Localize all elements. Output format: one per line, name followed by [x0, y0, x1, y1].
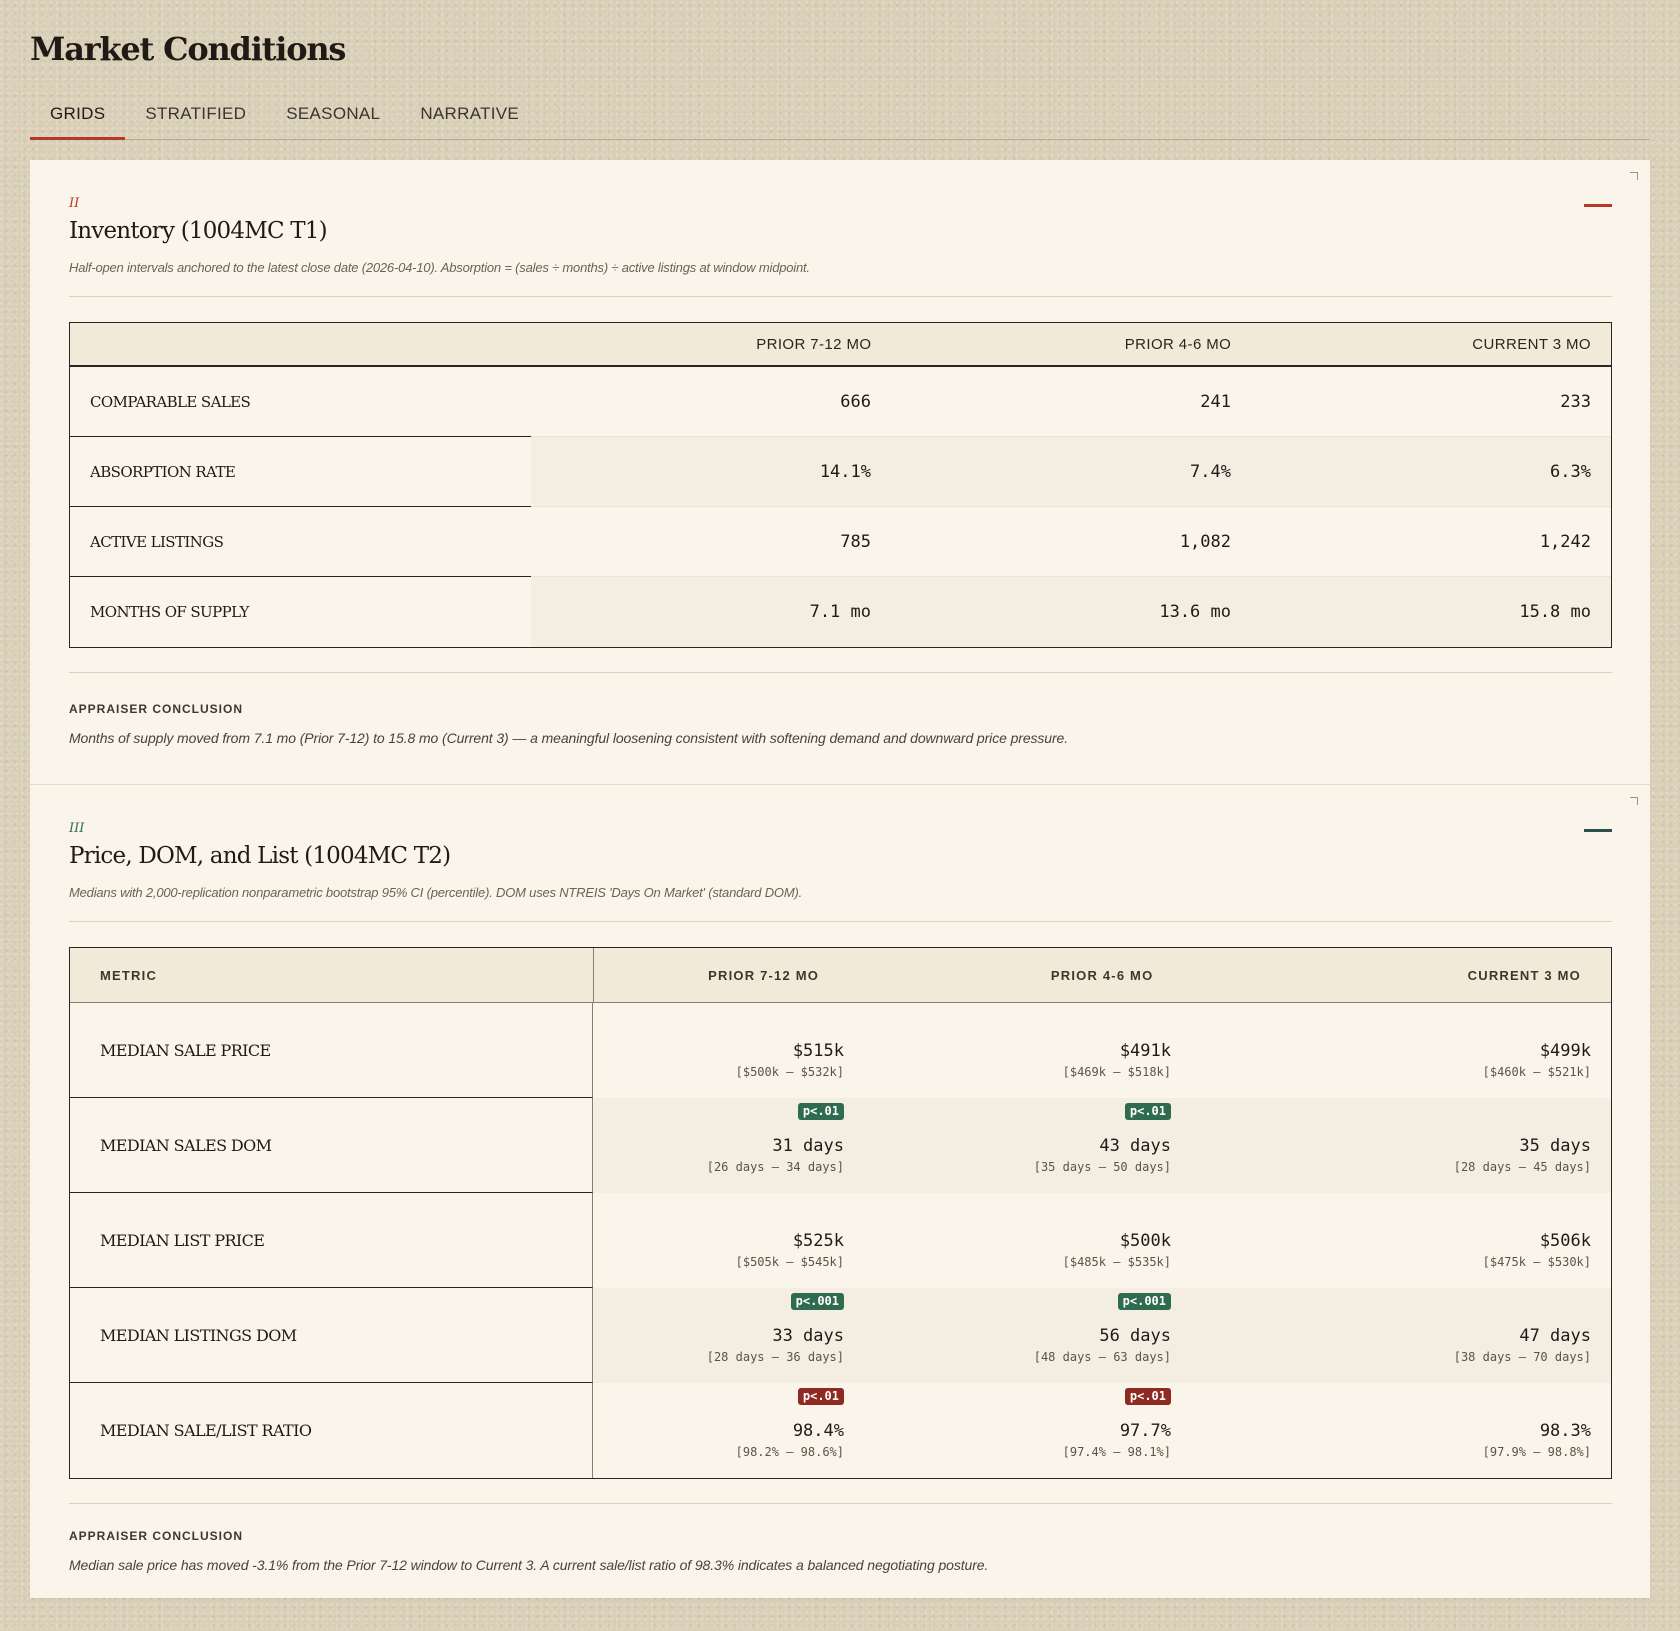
- confidence-interval: [$485k – $535k]: [1062, 1255, 1171, 1269]
- column-header: PRIOR 4-6 MO: [1050, 968, 1154, 983]
- tab-seasonal[interactable]: SEASONAL: [286, 104, 381, 123]
- cell-value: 1,242: [1539, 532, 1591, 552]
- confidence-interval: [35 days – 50 days]: [1033, 1160, 1171, 1174]
- cell-value: $500k: [1119, 1231, 1171, 1251]
- table-row: [70, 437, 1611, 507]
- significance-badge: p<.01: [1125, 1103, 1171, 1120]
- row-label: MEDIAN LIST PRICE: [70, 1193, 593, 1288]
- table-cell: [1271, 1383, 1611, 1478]
- column-header: PRIOR 4-6 MO: [1124, 336, 1232, 353]
- conclusion-label: APPRAISER CONCLUSION: [69, 1529, 244, 1543]
- table-cell: [932, 1098, 1271, 1193]
- table-cell: [1271, 1098, 1611, 1193]
- column-header: CURRENT 3 MO: [1467, 968, 1581, 983]
- cell-value: 241: [1200, 392, 1231, 412]
- cell-value: 47 days: [1519, 1326, 1591, 1346]
- confidence-interval: [28 days – 45 days]: [1453, 1160, 1591, 1174]
- content-panel: [30, 160, 1650, 1598]
- cell-value: $515k: [792, 1041, 844, 1061]
- row-label: ACTIVE LISTINGS: [70, 507, 531, 577]
- cell-value: 98.3%: [1539, 1421, 1591, 1441]
- cell-value: 33 days: [772, 1326, 844, 1346]
- confidence-interval: [98.2% – 98.6%]: [735, 1445, 844, 1459]
- table-cell: [932, 1288, 1271, 1383]
- section-subtitle: Half-open intervals anchored to the latest close date (2026-04-10). Absorption = (sales ÷ months) ÷ active listings at window midpoint.: [69, 260, 810, 275]
- cell-value: 233: [1560, 392, 1591, 412]
- table-row: [70, 367, 1611, 437]
- cell-value: $525k: [792, 1231, 844, 1251]
- cell-value: 13.6 mo: [1159, 602, 1231, 622]
- table-cell: [932, 1383, 1271, 1478]
- row-label: MEDIAN SALE/LIST RATIO: [70, 1383, 593, 1478]
- corner-mark-icon: [1630, 172, 1638, 180]
- column-header: CURRENT 3 MO: [1472, 336, 1591, 353]
- table-row: [70, 1383, 1611, 1478]
- inventory-table: [69, 322, 1612, 648]
- confidence-interval: [97.4% – 98.1%]: [1062, 1445, 1171, 1459]
- collapse-section-button[interactable]: [1584, 829, 1612, 832]
- section-subtitle: Medians with 2,000-replication nonparametric bootstrap 95% CI (percentile). DOM uses NTREIS 'Days On Market' (standard DOM).: [69, 885, 803, 900]
- conclusion-label: APPRAISER CONCLUSION: [69, 702, 244, 716]
- price-dom-section: [30, 784, 1650, 1598]
- cell-value: 7.1 mo: [809, 602, 871, 622]
- inventory-section: [30, 160, 1650, 784]
- confidence-interval: [97.9% – 98.8%]: [1482, 1445, 1591, 1459]
- table-cell: [932, 1003, 1271, 1098]
- confidence-interval: [28 days – 36 days]: [706, 1350, 844, 1364]
- cell-value: 97.7%: [1119, 1421, 1171, 1441]
- cell-value: $499k: [1539, 1041, 1591, 1061]
- table-cell: [1271, 1003, 1611, 1098]
- tab-bar: [30, 100, 1650, 140]
- tab-narrative[interactable]: NARRATIVE: [420, 104, 520, 123]
- table-row: [70, 1003, 1611, 1098]
- significance-badge: p<.01: [798, 1103, 844, 1120]
- divider: [69, 1503, 1612, 1504]
- cell-value: 14.1%: [819, 462, 871, 482]
- cell-value: 15.8 mo: [1519, 602, 1591, 622]
- row-label: COMPARABLE SALES: [70, 367, 531, 437]
- confidence-interval: [$460k – $521k]: [1482, 1065, 1591, 1079]
- cell-value: 35 days: [1519, 1136, 1591, 1156]
- significance-badge: p<.01: [1125, 1388, 1171, 1405]
- cell-value: 43 days: [1099, 1136, 1171, 1156]
- divider: [69, 921, 1612, 922]
- corner-mark-icon: [1630, 797, 1638, 805]
- column-header: METRIC: [70, 948, 594, 1002]
- row-label: MEDIAN SALES DOM: [70, 1098, 593, 1193]
- cell-value: 666: [840, 392, 871, 412]
- confidence-interval: [48 days – 63 days]: [1033, 1350, 1171, 1364]
- cell-value: 785: [840, 532, 871, 552]
- confidence-interval: [$500k – $532k]: [735, 1065, 844, 1079]
- collapse-section-button[interactable]: [1584, 204, 1612, 207]
- cell-value: 1,082: [1179, 532, 1231, 552]
- divider: [69, 296, 1612, 297]
- significance-badge: p<.01: [798, 1388, 844, 1405]
- divider: [69, 672, 1612, 673]
- cell-value: 6.3%: [1550, 462, 1591, 482]
- row-label: MONTHS OF SUPPLY: [90, 603, 249, 621]
- table-row: [70, 1193, 1611, 1288]
- price-dom-table: [69, 947, 1612, 1479]
- table-row: [70, 1098, 1611, 1193]
- table-header: [70, 323, 1611, 367]
- significance-badge: p<.001: [791, 1293, 844, 1310]
- column-header: PRIOR 7-12 MO: [756, 336, 872, 353]
- table-row: [70, 507, 1611, 577]
- table-cell: [1271, 1193, 1611, 1288]
- cell-value: $491k: [1119, 1041, 1171, 1061]
- significance-badge: p<.001: [1118, 1293, 1171, 1310]
- conclusion-text: Months of supply moved from 7.1 mo (Prior 7-12) to 15.8 mo (Current 3) — a meaningful loosening consistent with softening demand and downward price pressure.: [69, 730, 1069, 746]
- table-cell: [932, 1193, 1271, 1288]
- confidence-interval: [$469k – $518k]: [1062, 1065, 1171, 1079]
- table-cell: [1271, 1288, 1611, 1383]
- row-label: MEDIAN LISTINGS DOM: [70, 1288, 593, 1383]
- row-label: ABSORPTION RATE: [70, 437, 531, 507]
- row-label: MEDIAN SALE PRICE: [70, 1003, 593, 1098]
- confidence-interval: [26 days – 34 days]: [706, 1160, 844, 1174]
- table-header: [70, 948, 1611, 1003]
- section-number: II: [69, 196, 80, 211]
- tab-grids[interactable]: GRIDS: [30, 100, 125, 140]
- cell-value: 98.4%: [792, 1421, 844, 1441]
- page-title: Market Conditions: [30, 30, 346, 68]
- section-number: III: [69, 821, 85, 836]
- confidence-interval: [$505k – $545k]: [735, 1255, 844, 1269]
- column-header: PRIOR 7-12 MO: [708, 968, 820, 983]
- table-row: [70, 577, 1611, 647]
- confidence-interval: [$475k – $530k]: [1482, 1255, 1591, 1269]
- section-title: Price, DOM, and List (1004MC T2): [69, 843, 451, 869]
- conclusion-text: Median sale price has moved -3.1% from the Prior 7-12 window to Current 3. A current sale/list ratio of 98.3% indicates a balanced negotiating posture.: [69, 1557, 989, 1573]
- cell-value: $506k: [1539, 1231, 1591, 1251]
- confidence-interval: [38 days – 70 days]: [1453, 1350, 1591, 1364]
- cell-value: 7.4%: [1190, 462, 1231, 482]
- section-title: Inventory (1004MC T1): [69, 218, 327, 244]
- cell-value: 56 days: [1099, 1326, 1171, 1346]
- tab-stratified[interactable]: STRATIFIED: [145, 104, 247, 123]
- table-row: [70, 1288, 1611, 1383]
- cell-value: 31 days: [772, 1136, 844, 1156]
